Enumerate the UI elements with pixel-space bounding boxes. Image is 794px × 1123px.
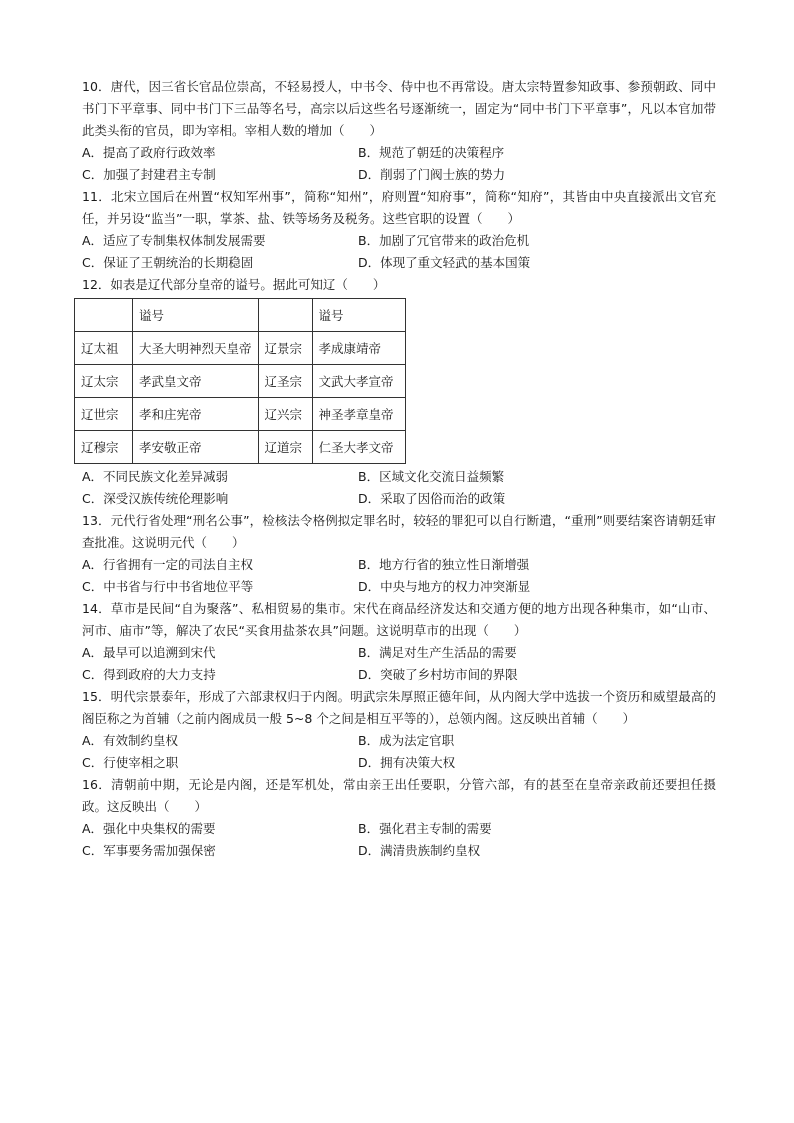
option-b: B．加剧了冗官带来的政治危机 xyxy=(358,233,530,248)
option-d: D．中央与地方的权力冲突渐显 xyxy=(358,579,531,594)
table-header-row xyxy=(75,299,406,332)
table-cell: 辽兴宗 xyxy=(258,398,312,431)
option-a: A．不同民族文化差异减弱 xyxy=(82,469,229,484)
options xyxy=(82,554,716,598)
table-cell: 辽太祖 xyxy=(75,332,133,365)
emperor-posthumous-names-table xyxy=(74,298,406,464)
option-b: B．区域文化交流日益频繁 xyxy=(358,469,505,484)
question-16 xyxy=(82,774,716,862)
table-row xyxy=(75,431,406,464)
option-b: B．规范了朝廷的决策程序 xyxy=(358,145,505,160)
question-stem: 13．元代行省处理“刑名公事”，检核法令格例拟定罪名时，较轻的罪犯可以自行断遣，“重刑”则要结案咨请朝廷审查批准。这说明元代（ ） xyxy=(82,513,716,550)
table-header-cell xyxy=(75,299,133,332)
options xyxy=(82,730,716,774)
question-stem: 12．如表是辽代部分皇帝的谥号。据此可知辽（ ） xyxy=(82,277,386,292)
options xyxy=(82,230,716,274)
options xyxy=(82,142,716,186)
options xyxy=(82,642,716,686)
option-c: C．加强了封建君主专制 xyxy=(82,167,216,182)
option-b: B．地方行省的独立性日渐增强 xyxy=(358,557,530,572)
table-cell: 孝成康靖帝 xyxy=(312,332,405,365)
option-d: D．采取了因俗而治的政策 xyxy=(358,491,506,506)
table-cell: 孝和庄宪帝 xyxy=(133,398,259,431)
table-cell: 神圣孝章皇帝 xyxy=(312,398,405,431)
option-c: C．深受汉族传统伦理影响 xyxy=(82,491,229,506)
table-cell: 仁圣大孝文帝 xyxy=(312,431,405,464)
question-12 xyxy=(82,274,716,510)
option-b: B．强化君主专制的需要 xyxy=(358,821,492,836)
option-c: C．中书省与行中书省地位平等 xyxy=(82,579,254,594)
question-15 xyxy=(82,686,716,774)
table-cell: 辽世宗 xyxy=(75,398,133,431)
table-row xyxy=(75,332,406,365)
option-a: A．强化中央集权的需要 xyxy=(82,821,216,836)
option-d: D．体现了重文轻武的基本国策 xyxy=(358,255,531,270)
question-10 xyxy=(82,76,716,186)
table-cell: 孝武皇文帝 xyxy=(133,365,259,398)
question-stem: 16．清朝前中期，无论是内阁，还是军机处，常由亲王出任要职，分管六部，有的甚至在皇帝亲政前还要担任摄政。这反映出（ ） xyxy=(82,777,716,814)
option-b: B．成为法定官职 xyxy=(358,733,455,748)
table-row xyxy=(75,398,406,431)
options xyxy=(82,466,716,510)
question-11 xyxy=(82,186,716,274)
option-d: D．满清贵族制约皇权 xyxy=(358,843,481,858)
table-header-cell: 谥号 xyxy=(133,299,259,332)
option-c: C．得到政府的大力支持 xyxy=(82,667,216,682)
option-d: D．拥有决策大权 xyxy=(358,755,456,770)
options xyxy=(82,818,716,862)
table-cell: 辽道宗 xyxy=(258,431,312,464)
option-c: C．保证了王朝统治的长期稳固 xyxy=(82,255,254,270)
table-cell: 辽景宗 xyxy=(258,332,312,365)
table-cell: 辽圣宗 xyxy=(258,365,312,398)
option-d: D．突破了乡村坊市间的界限 xyxy=(358,667,518,682)
table-cell: 辽穆宗 xyxy=(75,431,133,464)
option-a: A．有效制约皇权 xyxy=(82,733,179,748)
option-a: A．最早可以追溯到宋代 xyxy=(82,645,216,660)
option-a: A．行省拥有一定的司法自主权 xyxy=(82,557,254,572)
question-stem: 11．北宋立国后在州置“权知军州事”，简称“知州”，府则置“知府事”，简称“知府”，其皆由中央直接派出文官充任，并另设“监当”一职，掌茶、盐、铁等场务及税务。这些官职的设置（ ） xyxy=(82,189,716,226)
question-stem: 14．草市是民间“自为聚落”、私相贸易的集市。宋代在商品经济发达和交通方便的地方出现各种集市，如“山市、河市、庙市”等，解决了农民“买食用盐茶农具”问题。这说明草市的出现（ ） xyxy=(82,601,716,638)
table-header-cell: 谥号 xyxy=(312,299,405,332)
question-13 xyxy=(82,510,716,598)
table-cell: 辽太宗 xyxy=(75,365,133,398)
table-cell: 文武大孝宣帝 xyxy=(312,365,405,398)
question-stem: 10．唐代，因三省长官品位崇高，不轻易授人，中书令、侍中也不再常设。唐太宗特置参知政事、参预朝政、同中书门下平章事、同中书门下三品等名号，高宗以后这些名号逐渐统一，固定为“同中书门下平章事”，凡以本官加带此类头衔的官员，即为宰相。宰相人数的增加（ ） xyxy=(82,79,716,138)
table-header-cell xyxy=(258,299,312,332)
option-c: C．行使宰相之职 xyxy=(82,755,179,770)
option-a: A．适应了专制集权体制发展需要 xyxy=(82,233,266,248)
table-cell: 孝安敬正帝 xyxy=(133,431,259,464)
option-c: C．军事要务需加强保密 xyxy=(82,843,216,858)
exam-page xyxy=(82,76,716,862)
table-row xyxy=(75,365,406,398)
question-14 xyxy=(82,598,716,686)
option-b: B．满足对生产生活品的需要 xyxy=(358,645,517,660)
option-d: D．削弱了门阀士族的势力 xyxy=(358,167,506,182)
option-a: A．提高了政府行政效率 xyxy=(82,145,216,160)
question-stem: 15．明代宗景泰年，形成了六部隶权归于内阁。明武宗朱厚照正德年间，从内阁大学中选拔一个资历和威望最高的阁臣称之为首辅（之前内阁成员一般 5~8 个之间是相互平等的），总领内阁。这反映出首辅（ ） xyxy=(82,689,716,726)
table-cell: 大圣大明神烈天皇帝 xyxy=(133,332,259,365)
